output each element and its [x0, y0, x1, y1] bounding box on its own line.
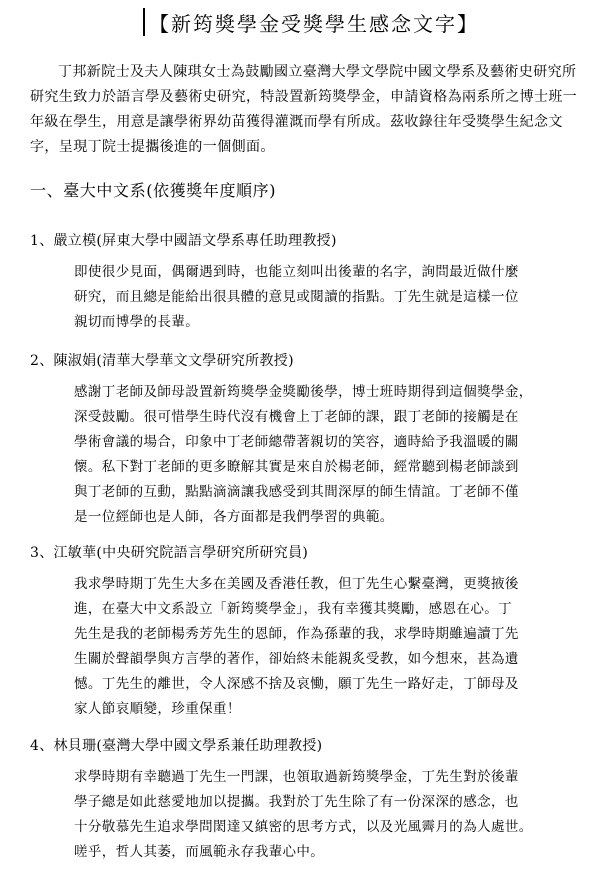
entry-line: 嗟乎，哲人其萎，而風範永存我輩心中。: [74, 844, 325, 860]
entry-line: 深受鼓勵。很可惜學生時代沒有機會上丁老師的課，跟丁老師的接觸是在: [74, 409, 519, 425]
entry-line: 與丁老師的互動，點點滴滴讓我感受到其間深厚的師生情誼。丁老師不僅: [74, 484, 519, 500]
entry-line: 是一位經師也是人師，各方面都是我們學習的典範。: [74, 509, 394, 525]
entry-heading: 2、陳淑娟(清華大學華文文學研究所教授): [30, 353, 294, 369]
entry-line: 求學時期有幸聽過丁先生一門課，也領取過新筠獎學金，丁先生對於後輩: [74, 769, 519, 785]
entry-line: 親切而博學的長輩。: [74, 314, 200, 330]
document-title-box: [143, 8, 479, 36]
entry-line: 學術會議的場合，印象中丁老師總帶著親切的笑容，適時給予我溫暖的關: [74, 434, 519, 450]
entry-body: [74, 765, 590, 865]
entry-line: 憾。丁先生的離世，令人深感不捨及哀慟，願丁先生一路好走，丁師母及: [74, 676, 519, 692]
document-title: 【新筠獎學金受獎學生感念文字】: [149, 11, 479, 36]
entry-line: 即使很少見面，偶爾遇到時，也能立刻叫出後輩的名字，詢問最近做什麼: [74, 264, 519, 280]
section-title: 一、臺大中文系(依獲獎年度順序): [30, 181, 277, 200]
entry-line: 十分敬慕先生追求學問閎達又縝密的思考方式，以及光風霽月的為人處世。: [74, 819, 533, 835]
entry-heading: 3、江敏華(中央研究院語言學研究所研究員): [30, 545, 309, 561]
entry-line: 學子總是如此慈愛地加以提攜。我對於丁先生除了有一份深深的感念，也: [74, 794, 519, 810]
entry-body: [74, 572, 590, 722]
entry-line: 懷。私下對丁老師的更多瞭解其實是來自於楊老師，經常聽到楊老師談到: [74, 459, 519, 475]
entry-body: [74, 260, 590, 335]
entry-line: 感謝丁老師及師母設置新筠獎學金獎勵後學，博士班時期得到這個獎學金，: [74, 384, 533, 400]
entry-line: 我求學時期丁先生大多在美國及香港任教，但丁先生心繫臺灣，更獎掖後: [74, 576, 519, 592]
title-left-bar: [143, 8, 145, 36]
intro-paragraph: 丁邦新院士及夫人陳琪女士為鼓勵國立臺灣大學文學院中國文學系及藝術史研究所研究生致力於語言學及藝術史研究，特設置新筠獎學金，申請資格為兩系所之博士班一年級在學生，用意是讓學術界幼苗獲得灌溉而學有所成。茲收錄往年受獎學生紀念文字，呈現丁院士提攜後進的一個側面。: [30, 64, 578, 155]
entry-heading: 4、林貝珊(臺灣大學中國文學系兼任助理教授): [30, 738, 323, 754]
entry-line: 家人節哀順變，珍重保重！: [74, 701, 241, 717]
entry-line: 先生是我的老師楊秀芳先生的恩師，作為孫輩的我，求學時期雖遍讀丁先: [74, 626, 519, 642]
entry-body: [74, 380, 590, 530]
entry-line: 研究，而且總是能給出很具體的意見或閱讀的指點。丁先生就是這樣一位: [74, 289, 519, 305]
entry-line: 進，在臺大中文系設立「新筠獎學金」，我有幸獲其獎勵，感恩在心。丁: [74, 601, 513, 617]
entry-line: 生關於聲韻學與方言學的著作，卻始終未能親炙受教，如今想來，甚為遺: [74, 651, 519, 667]
entry-heading: 1、嚴立模(屏東大學中國語文學系專任助理教授): [30, 233, 337, 249]
